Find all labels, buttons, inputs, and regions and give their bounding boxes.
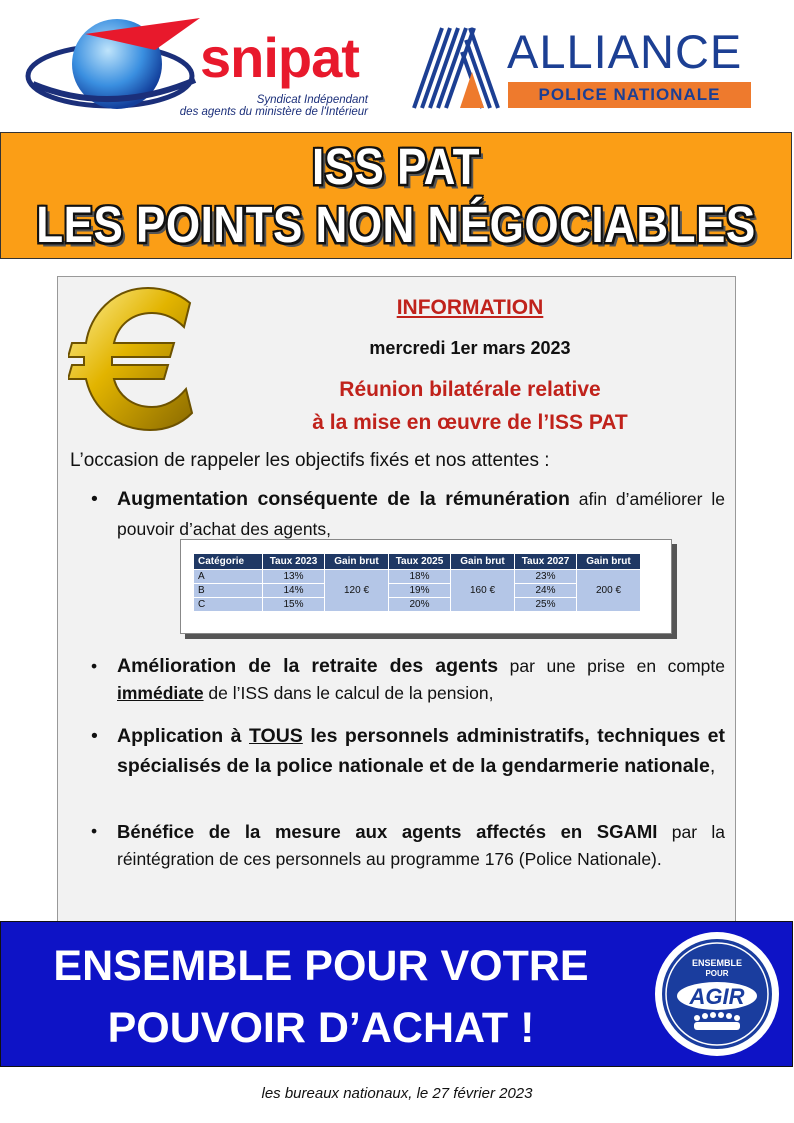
cell-taux-2025: 20% — [389, 598, 451, 612]
bullet-2-text: de l’ISS dans le calcul de la pension, — [203, 683, 494, 703]
ensemble-pour-agir-logo — [653, 930, 781, 1058]
cell-taux-2027: 25% — [515, 598, 577, 612]
bullet-dot-icon: • — [91, 656, 98, 676]
agir-logo-top: ENSEMBLE — [691, 958, 743, 968]
info-date: mercredi 1er mars 2023 — [369, 338, 571, 358]
alliance-subtitle: POLICE NATIONALE — [508, 82, 751, 108]
info-subtitle-line2: à la mise en œuvre de l’ISS PAT — [312, 411, 628, 434]
th-gain-2023: Gain brut — [325, 554, 389, 570]
cell-taux-2023: 13% — [263, 570, 325, 584]
bullet-dot-icon: • — [91, 488, 98, 510]
th-gain-2025: Gain brut — [451, 554, 515, 570]
title-line-2: LES POINTS NON NÉGOCIABLES — [36, 197, 756, 254]
bullet-dot-icon: • — [91, 821, 98, 841]
bullet-3-bold-1: Application à — [117, 725, 249, 747]
table-row — [194, 570, 641, 584]
snipat-subtitle-line1: Syndicat Indépendant — [256, 94, 368, 106]
bullet-3-bold-2: les personnels administratifs, techniques et spécialisés de la police nationale et de la gendarmerie nationale — [117, 725, 725, 777]
agir-logo-word: AGIR — [689, 984, 745, 1009]
cell-taux-2025: 19% — [389, 584, 451, 598]
signature: les bureaux nationaux, le 27 février 2023 — [261, 1085, 533, 1102]
bullet-application — [91, 721, 725, 781]
title-line-1: ISS PAT — [311, 139, 481, 196]
bullet-sgami — [91, 818, 726, 873]
bullet-2-underlined: immédiate — [117, 683, 204, 703]
snipat-subtitle-line2: des agents du ministère de l'Intérieur — [179, 106, 368, 118]
snipat-name: snipat — [200, 26, 359, 89]
cell-gain-2025: 160 € — [451, 570, 515, 612]
table-row — [194, 598, 641, 612]
th-taux-2023: Taux 2023 — [263, 554, 325, 570]
table-header-row — [194, 554, 641, 570]
cell-gain-2027: 200 € — [577, 570, 641, 612]
bullet-4-bold: Bénéfice de la mesure aux agents affectés en SGAMI — [117, 821, 658, 842]
cell-gain-2023: 120 € — [325, 570, 389, 612]
snipat-logo — [25, 14, 370, 126]
bullet-retraite — [91, 653, 725, 707]
bullet-2-mid: par une prise en compte — [498, 656, 725, 676]
info-subtitle-line1: Réunion bilatérale relative — [339, 378, 601, 401]
info-heading: INFORMATION — [396, 296, 544, 319]
cell-taux-2027: 23% — [515, 570, 577, 584]
alliance-name: ALLIANCE — [507, 25, 743, 78]
cell-cat: A — [194, 570, 263, 584]
info-subtitle — [240, 373, 700, 439]
bullet-1-text: afin d’améliorer le pouvoir d’achat des agents, — [117, 489, 725, 539]
cell-taux-2025: 18% — [389, 570, 451, 584]
title-banner — [0, 132, 792, 259]
cell-taux-2023: 15% — [263, 598, 325, 612]
th-categorie: Catégorie — [194, 554, 263, 570]
cell-cat: B — [194, 584, 263, 598]
alliance-stripes-icon — [412, 26, 504, 110]
alliance-logo — [412, 26, 757, 114]
bullet-3-underlined: TOUS — [249, 725, 303, 747]
iss-rate-table — [193, 553, 641, 612]
bullet-3-text: , — [709, 755, 716, 777]
bullet-2-bold: Amélioration de la retraite des agents — [117, 655, 499, 677]
footer-line-2: POUVOIR D’ACHAT ! — [107, 1004, 535, 1052]
th-taux-2027: Taux 2027 — [515, 554, 577, 570]
th-taux-2025: Taux 2025 — [389, 554, 451, 570]
intro-text: L’occasion de rappeler les objectifs fixés et nos attentes : — [70, 450, 550, 471]
iss-rate-table-card — [180, 539, 672, 634]
cell-cat: C — [194, 598, 263, 612]
table-row — [194, 584, 641, 598]
euro-icon — [68, 285, 208, 433]
bullet-dot-icon: • — [91, 725, 98, 747]
cell-taux-2027: 24% — [515, 584, 577, 598]
bullet-4-text: par la réintégration de ces personnels au programme 176 (Police Nationale). — [117, 822, 726, 869]
agir-logo-mid: POUR — [705, 969, 729, 978]
bullet-remuneration — [91, 484, 725, 544]
footer-line-1: ENSEMBLE POUR VOTRE — [53, 942, 589, 990]
bullet-1-bold: Augmentation conséquente de la rémunération — [117, 488, 570, 510]
snipat-subtitle — [158, 94, 368, 118]
footer-banner — [0, 921, 793, 1067]
cell-taux-2023: 14% — [263, 584, 325, 598]
th-gain-2027: Gain brut — [577, 554, 641, 570]
